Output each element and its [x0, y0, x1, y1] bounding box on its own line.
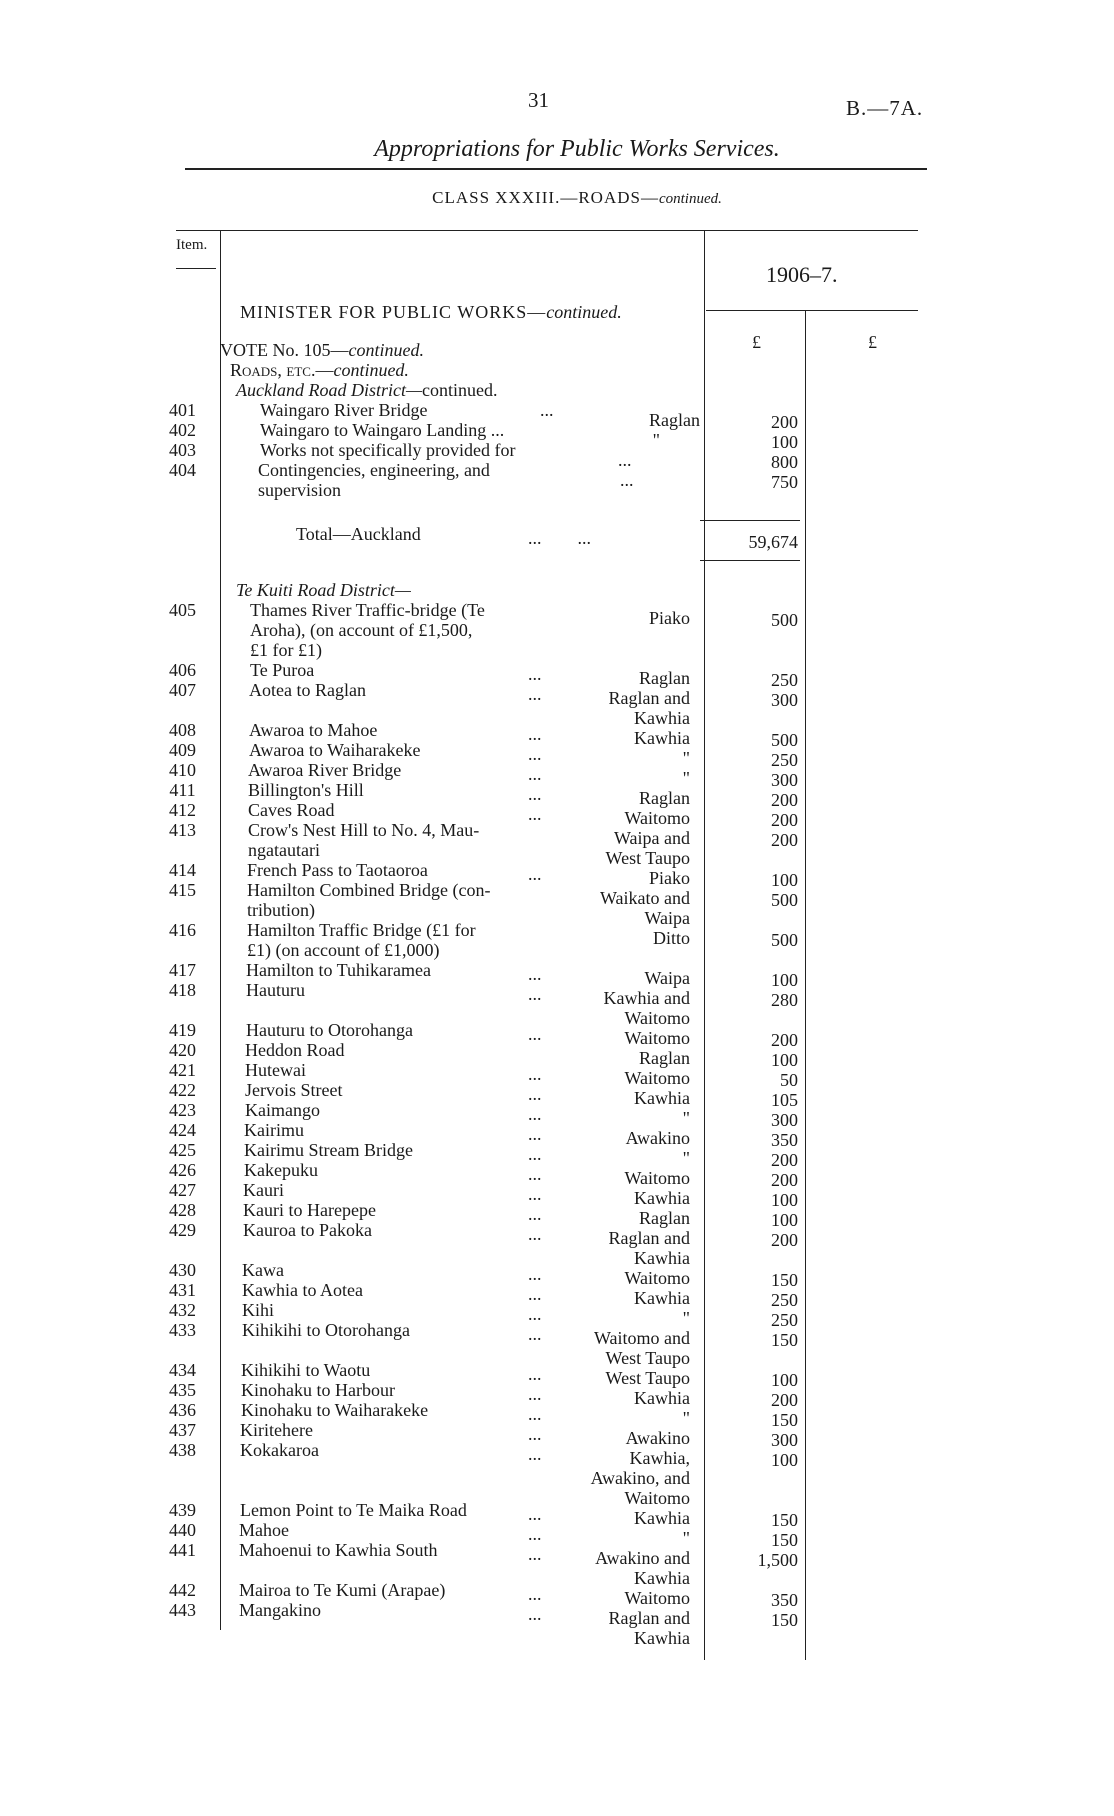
- leader-dots: ...: [618, 450, 632, 470]
- electoral-district: Waitomo: [624, 1268, 690, 1288]
- item-number: 436: [169, 1400, 196, 1420]
- electoral-district: Raglan: [639, 1048, 690, 1068]
- item-description: Mahoe: [239, 1520, 289, 1540]
- class-heading: [0, 188, 1114, 208]
- electoral-district: Piako: [648, 868, 690, 888]
- electoral-district: Waikato and Waipa: [599, 888, 690, 928]
- leader-dots: ...: [528, 1524, 542, 1544]
- item-description: Mahoenui to Kawhia South: [239, 1540, 438, 1560]
- electoral-district: Ditto: [652, 928, 690, 948]
- item-number: 430: [169, 1260, 196, 1280]
- item-number: 420: [169, 1040, 196, 1060]
- vote-label: VOTE No. 105—: [220, 340, 349, 360]
- document-code: B.—7A.: [846, 96, 924, 120]
- amount: 50: [780, 1070, 798, 1090]
- item-number: 431: [169, 1280, 196, 1300]
- amount: 100: [771, 432, 798, 452]
- leader-dots: ...: [528, 1444, 542, 1464]
- electoral-district: Piako: [648, 608, 690, 628]
- item-description: Kokakaroa: [240, 1440, 319, 1460]
- total-auckland-label: Total—Auckland: [296, 524, 421, 544]
- leader-dots: ...: [540, 400, 554, 420]
- item-description: Kiritehere: [240, 1420, 313, 1440]
- leader-dots: ...: [528, 964, 542, 984]
- total-auckland-value: 59,674: [748, 532, 798, 552]
- item-number: 419: [169, 1020, 196, 1040]
- electoral-district: Kawhia, Awakino, and Waitomo: [590, 1448, 690, 1508]
- item-description: Hamilton Traffic Bridge (£1 for £1) (on account of £1,000): [247, 920, 476, 960]
- item-description: Kauroa to Pakoka: [243, 1220, 372, 1240]
- electoral-district: ": [652, 430, 660, 450]
- amount: 250: [771, 670, 798, 690]
- electoral-district: Waipa and West Taupo: [605, 828, 690, 868]
- total-top-rule: [700, 520, 800, 521]
- leader-dots: ...: [528, 1224, 542, 1244]
- amount: 200: [771, 412, 798, 432]
- leader-dots: ...: [528, 1164, 542, 1184]
- item-number: 438: [169, 1440, 196, 1460]
- leader-dots: ...: [528, 1024, 542, 1044]
- amount: 100: [771, 1370, 798, 1390]
- item-head-rule: [176, 268, 216, 269]
- leader-dots: ...: [528, 784, 542, 804]
- item-description: Kaimango: [245, 1100, 320, 1120]
- amount: 100: [771, 1190, 798, 1210]
- amount: 100: [771, 870, 798, 890]
- leader-dots: ...: [528, 684, 542, 704]
- item-description: Hamilton to Tuhikaramea: [246, 960, 431, 980]
- item-number: 404: [169, 460, 196, 480]
- leader-dots: ...: [528, 1204, 542, 1224]
- leader-dots: ...: [528, 1304, 542, 1324]
- amount: 150: [771, 1530, 798, 1550]
- item-description: Mangakino: [239, 1600, 321, 1620]
- pound-symbol-second: £: [868, 332, 877, 352]
- item-number: 425: [169, 1140, 196, 1160]
- leader-dots: ...: [528, 1084, 542, 1104]
- electoral-district: ": [682, 1148, 690, 1168]
- item-description: Kawhia to Aotea: [242, 1280, 363, 1300]
- roads-heading: [230, 360, 409, 381]
- item-description: Caves Road: [248, 800, 335, 820]
- electoral-district: Kawhia: [634, 1188, 690, 1208]
- leader-dots: ...: [528, 724, 542, 744]
- item-number: 443: [169, 1600, 196, 1620]
- electoral-district: Waipa: [644, 968, 690, 988]
- electoral-district: ": [682, 768, 690, 788]
- item-description: Waingaro River Bridge: [260, 400, 428, 420]
- year-head-rule: [706, 310, 918, 311]
- item-number: 405: [169, 600, 196, 620]
- minister-suffix: continued.: [546, 302, 622, 322]
- item-number: 415: [169, 880, 196, 900]
- leader-dots: ...: [528, 1364, 542, 1384]
- amount: 100: [771, 1450, 798, 1470]
- electoral-district: Kawhia: [634, 1508, 690, 1528]
- amount: 350: [771, 1590, 798, 1610]
- item-description: Hamilton Combined Bridge (con- tribution): [247, 880, 491, 920]
- amount: 150: [771, 1410, 798, 1430]
- leader-dots: ...: [528, 1144, 542, 1164]
- roads-suffix: continued.: [333, 360, 409, 380]
- amount: 750: [771, 472, 798, 492]
- amount: 200: [771, 830, 798, 850]
- second-amount-column-rule: [805, 310, 806, 1660]
- electoral-district: ": [682, 748, 690, 768]
- electoral-district: Raglan and Kawhia: [608, 1228, 690, 1268]
- electoral-district: Kawhia: [634, 1088, 690, 1108]
- amount: 200: [771, 1170, 798, 1190]
- electoral-district: Waitomo: [624, 808, 690, 828]
- leader-dots: ...: [528, 1324, 542, 1344]
- electoral-district: Kawhia: [634, 728, 690, 748]
- amount: 200: [771, 810, 798, 830]
- auckland-district-suffix: continued.: [421, 380, 498, 400]
- electoral-district: ": [682, 1108, 690, 1128]
- item-number: 417: [169, 960, 196, 980]
- item-number: 403: [169, 440, 196, 460]
- item-number: 421: [169, 1060, 196, 1080]
- amount: 300: [771, 770, 798, 790]
- amount: 150: [771, 1510, 798, 1530]
- item-description: Jervois Street: [245, 1080, 343, 1100]
- amount: 300: [771, 1430, 798, 1450]
- minister-label: MINISTER FOR PUBLIC WORKS—: [240, 302, 547, 322]
- amount: 200: [771, 1150, 798, 1170]
- electoral-district: Raglan and Kawhia: [608, 688, 690, 728]
- leader-dots: ... ...: [528, 528, 591, 548]
- amount: 105: [771, 1090, 798, 1110]
- amount: 200: [771, 1030, 798, 1050]
- item-column-header: Item.: [176, 237, 208, 253]
- amount: 280: [771, 990, 798, 1010]
- leader-dots: ...: [528, 864, 542, 884]
- electoral-district: Waitomo and West Taupo: [593, 1328, 690, 1368]
- item-description: Awaroa River Bridge: [248, 760, 402, 780]
- title-rule: [185, 168, 927, 170]
- item-description: Kawa: [242, 1260, 284, 1280]
- item-description: Heddon Road: [245, 1040, 345, 1060]
- minister-heading: [240, 302, 622, 323]
- leader-dots: ...: [528, 1264, 542, 1284]
- item-description: Kauri to Harepepe: [243, 1200, 376, 1220]
- electoral-district: Kawhia and Waitomo: [603, 988, 690, 1028]
- item-number: 426: [169, 1160, 196, 1180]
- amount: 100: [771, 1050, 798, 1070]
- amount: 150: [771, 1270, 798, 1290]
- leader-dots: ...: [528, 1584, 542, 1604]
- amount-column-rule: [704, 230, 705, 1660]
- item-description: Crow's Nest Hill to No. 4, Mau- ngatautari: [248, 820, 480, 860]
- leader-dots: ...: [528, 764, 542, 784]
- leader-dots: ...: [528, 1544, 542, 1564]
- electoral-district: Waitomo: [624, 1028, 690, 1048]
- item-number: 411: [169, 780, 196, 800]
- item-number: 429: [169, 1220, 196, 1240]
- pound-symbol-first: £: [752, 332, 761, 352]
- item-description: Kihikihi to Otorohanga: [242, 1320, 410, 1340]
- item-number: 409: [169, 740, 196, 760]
- item-number: 406: [169, 660, 196, 680]
- vote-suffix: continued.: [348, 340, 424, 360]
- te-kuiti-district-label: Te Kuiti Road District—: [236, 580, 411, 600]
- item-number: 414: [169, 860, 196, 880]
- item-description: Hauturu: [246, 980, 305, 1000]
- item-number: 442: [169, 1580, 196, 1600]
- electoral-district: Awakino and Kawhia: [595, 1548, 690, 1588]
- amount: 1,500: [757, 1550, 798, 1570]
- amount: 350: [771, 1130, 798, 1150]
- amount: 500: [771, 610, 798, 630]
- electoral-district: Waitomo: [624, 1068, 690, 1088]
- item-description: Kairimu: [244, 1120, 304, 1140]
- item-number: 433: [169, 1320, 196, 1340]
- item-number: 418: [169, 980, 196, 1000]
- electoral-district: Raglan: [639, 1208, 690, 1228]
- electoral-district: Kawhia: [634, 1288, 690, 1308]
- item-description: Kihi: [242, 1300, 275, 1320]
- amount: 150: [771, 1610, 798, 1630]
- amount: 500: [771, 730, 798, 750]
- leader-dots: ...: [528, 1604, 542, 1624]
- amount: 100: [771, 970, 798, 990]
- leader-dots: ...: [528, 1124, 542, 1144]
- item-description: Waingaro to Waingaro Landing ...: [260, 420, 505, 440]
- item-number: 434: [169, 1360, 196, 1380]
- leader-dots: ...: [528, 1104, 542, 1124]
- item-number: 440: [169, 1520, 196, 1540]
- item-number: 402: [169, 420, 196, 440]
- item-description: Lemon Point to Te Maika Road: [240, 1500, 467, 1520]
- item-description: Kihikihi to Waotu: [241, 1360, 371, 1380]
- item-description: Thames River Traffic-bridge (Te Aroha), (on account of £1,500, £1 for £1): [250, 600, 485, 660]
- electoral-district: Awakino: [625, 1128, 690, 1148]
- item-number: 428: [169, 1200, 196, 1220]
- item-description: Kinohaku to Harbour: [241, 1380, 395, 1400]
- electoral-district: Kawhia: [634, 1388, 690, 1408]
- item-description: Te Puroa: [250, 660, 315, 680]
- leader-dots: ...: [620, 470, 634, 490]
- total-bottom-rule: [700, 560, 800, 561]
- electoral-district: Raglan and Kawhia: [608, 1608, 690, 1648]
- electoral-district: Raglan: [649, 410, 700, 430]
- table-top-rule: [176, 230, 918, 231]
- item-description: Hutewai: [245, 1060, 306, 1080]
- item-number: 401: [169, 400, 196, 420]
- electoral-district: Waitomo: [624, 1588, 690, 1608]
- amount: 250: [771, 1290, 798, 1310]
- item-number: 424: [169, 1120, 196, 1140]
- item-number: 422: [169, 1080, 196, 1100]
- te-kuiti-district-heading: [236, 580, 411, 601]
- leader-dots: ...: [528, 744, 542, 764]
- item-description: Kauri: [243, 1180, 284, 1200]
- item-description: Kairimu Stream Bridge: [244, 1140, 413, 1160]
- item-number: 413: [169, 820, 196, 840]
- amount: 800: [771, 452, 798, 472]
- item-number: 407: [169, 680, 196, 700]
- item-description: Kakepuku: [244, 1160, 318, 1180]
- electoral-district: ": [682, 1308, 690, 1328]
- electoral-district: Raglan: [639, 788, 690, 808]
- amount: 300: [771, 1110, 798, 1130]
- item-number: 416: [169, 920, 196, 940]
- item-description: Hauturu to Otorohanga: [246, 1020, 413, 1040]
- leader-dots: ...: [528, 1184, 542, 1204]
- item-column-rule: [220, 230, 221, 1630]
- vote-heading: [220, 340, 424, 361]
- amount: 200: [771, 1390, 798, 1410]
- class-suffix: continued.: [658, 191, 722, 207]
- item-number: 435: [169, 1380, 196, 1400]
- item-number: 408: [169, 720, 196, 740]
- item-number: 427: [169, 1180, 196, 1200]
- item-number: 441: [169, 1540, 196, 1560]
- item-description: Contingencies, engineering, and supervision: [258, 460, 490, 500]
- amount: 100: [771, 1210, 798, 1230]
- item-number: 423: [169, 1100, 196, 1120]
- electoral-district: ": [682, 1528, 690, 1548]
- leader-dots: ...: [528, 1424, 542, 1444]
- electoral-district: Awakino: [625, 1428, 690, 1448]
- page-title: Appropriations for Public Works Services.: [374, 136, 780, 162]
- amount: 500: [771, 890, 798, 910]
- leader-dots: ...: [528, 804, 542, 824]
- electoral-district: West Taupo: [605, 1368, 690, 1388]
- item-description: Awaroa to Mahoe: [249, 720, 378, 740]
- auckland-district-heading: [236, 380, 497, 401]
- amount: 300: [771, 690, 798, 710]
- item-number: 432: [169, 1300, 196, 1320]
- year-column-header: 1906–7.: [766, 262, 838, 287]
- leader-dots: ...: [528, 1284, 542, 1304]
- leader-dots: ...: [528, 1064, 542, 1084]
- item-number: 412: [169, 800, 196, 820]
- item-description: Mairoa to Te Kumi (Arapae): [239, 1580, 446, 1600]
- amount: 200: [771, 790, 798, 810]
- amount: 500: [771, 930, 798, 950]
- item-description: Billington's Hill: [248, 780, 364, 800]
- item-description: Works not specifically provided for: [260, 440, 516, 460]
- electoral-district: Waitomo: [624, 1168, 690, 1188]
- leader-dots: ...: [528, 664, 542, 684]
- leader-dots: ...: [528, 1504, 542, 1524]
- item-number: 410: [169, 760, 196, 780]
- page-number: 31: [528, 88, 549, 112]
- item-description: Aotea to Raglan: [249, 680, 366, 700]
- amount: 200: [771, 1230, 798, 1250]
- leader-dots: ...: [528, 984, 542, 1004]
- amount: 250: [771, 750, 798, 770]
- item-description: Awaroa to Waiharakeke: [249, 740, 421, 760]
- item-description: French Pass to Taotaoroa: [247, 860, 428, 880]
- item-description: Kinohaku to Waiharakeke: [241, 1400, 429, 1420]
- amount: 250: [771, 1310, 798, 1330]
- auckland-district-label: Auckland Road District—: [236, 380, 422, 400]
- amount: 150: [771, 1330, 798, 1350]
- item-number: 439: [169, 1500, 196, 1520]
- leader-dots: ...: [528, 1384, 542, 1404]
- electoral-district: ": [682, 1408, 690, 1428]
- leader-dots: ...: [528, 1404, 542, 1424]
- electoral-district: Raglan: [639, 668, 690, 688]
- item-number: 437: [169, 1420, 196, 1440]
- roads-label: Roads, etc.—: [230, 360, 334, 380]
- class-label: CLASS XXXIII.—ROADS—: [432, 188, 659, 207]
